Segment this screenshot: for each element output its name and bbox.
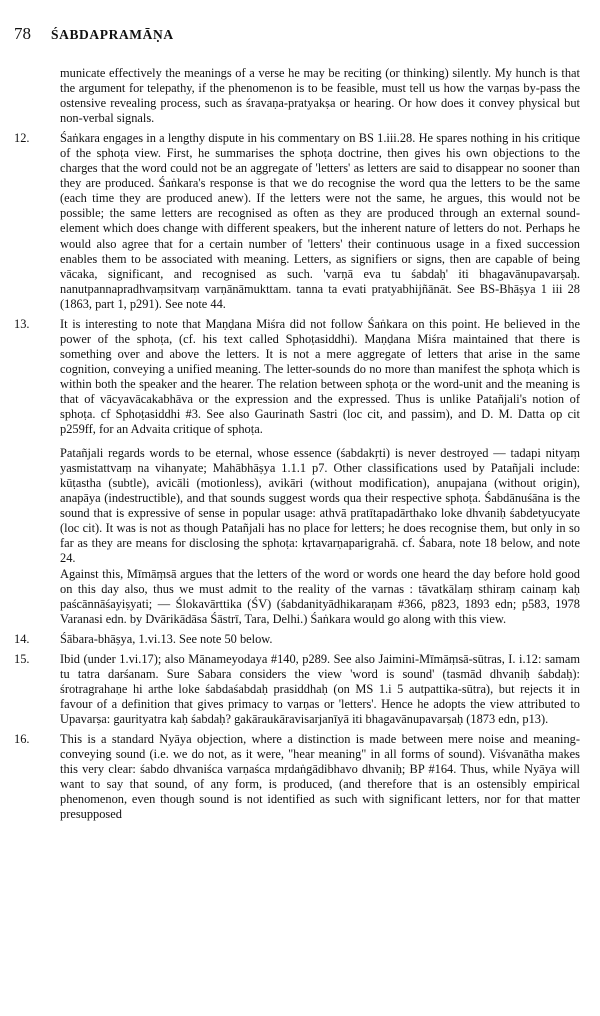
note-number: 15. xyxy=(14,651,30,666)
note-number: 16. xyxy=(14,731,30,746)
note-text: It is interesting to note that Maṇḍana Miśra did not follow Śaṅkara on this point. He believed in the power of the sphoṭa, (cf. his text called Sphoṭasiddhi). Maṇḍana Miśra maintained that there is something over and above the letters. It is not a mere aggregate of letters that arise in the same cognition, conveying a unified meaning. The letter-sounds do no more than manifest the sphoṭa which is within both the speaker and the hearer. The relation between sphoṭa or the word-unit and the meaning is that of vācyavācakabhāva or the expression and the expressed. Thus is unlike Patañjali's notion of sphoṭa. cf Sphoṭasiddhi #3. See also Gaurinath Sastri (loc cit, and passim), and D. M. Datta op cit p259ff, for an Advaita critique of sphoṭa. xyxy=(60,316,580,437)
note-continuation: municate effectively the meanings of a verse he may be reciting (or thinking) silently. My hunch is that the argument for telepathy, if the phenomenon is to be feasible, must tell us how the varṇas by-pass the ostensive revealing process, such as śravaṇa-pratyakṣa or hearing. Or how does it convey physical but non-verbal signals. xyxy=(60,66,580,126)
note-number: 14. xyxy=(14,631,30,646)
note-text: Śaṅkara engages in a lengthy dispute in his commentary on BS 1.iii.28. He spares nothing in his critique of the sphoṭa view. First, he summarises the sphoṭa doctrine, then gives his own objections to the charges that the word could not be an aggregate of 'letters' as letters are said to disappear no sooner than they are produced. Śaṅkara's response is that we do recognise the word qua the letters to be the same (each time they are produced anew). If the letters were not the same, he argues, this would not be possible; the same letters are recognised as often as they are produced through an external sound-element which does change with different speakers, but the inherent nature of letters do not. Perhaps he would also agree that for a certain number of 'letters' their continuous usage in a fixed succession enables them to be associated with meaning. Letters, as signifiers or signs, then are capable of being vācaka, significant, and recognised as such. 'varṇā eva tu śabdaḥ' iti bhagavānupavarṣaḥ. nanutpannapradhvaṃsitvaṃ varṇānāmukttam. tanna ta evati pratyabhijñānāt. See BS-Bhāṣya 1 iii 28 (1863, part 1, p291). See note 44. xyxy=(60,131,580,311)
notes-body xyxy=(14,66,580,827)
page-header xyxy=(14,24,580,48)
note-14 xyxy=(14,632,580,647)
page-number: 78 xyxy=(14,24,31,43)
note-text: Śābara-bhāṣya, 1.vi.13. See note 50 below. xyxy=(60,631,273,646)
note-text: Ibid (under 1.vi.17); also Mānameyodaya #140, p289. See also Jaimini-Mīmāṃsā-sūtras, I. i.12: samam tu tatra darśanam. Sure Sabara considers the view 'word is sound' (tasmād dhvaniḥ śabdaḥ): śrotragrahaṇe hi arthe loke śabdaśabdaḥ prasiddhaḥ (on MS 1.i 5 autpattika-sūtra), but rejects it in favour of a definition that gives primacy to varṇas or 'letters'. Hence he adopts the view attributed to Upavarṣa: gaurityatra kaḥ śabdaḥ? gakāraukāravisarjanīyā iti bhagavānupavarṣaḥ (1873 edn, p13). xyxy=(60,651,580,726)
running-head: ŚABDAPRAMĀṆA xyxy=(51,27,174,42)
note-13-paragraph-patanjali: Patañjali regards words to be eternal, whose essence (śabdakṛti) is never destroyed — tadapi nityaṃ yasmistattvaṃ na vihanyate; Mahābhāṣya 1.1.1 p7. Other classifications used by Patañjali include: kūṭastha (subtle), avicāli (motionless), avikāri (without modification), anupajana (without origin), anapāya (indestructible), and that sounds suggest words qua their respective sphoṭa. Śabdānuśāna is the sound that is expressive of sense in popular usage: athvā pratītapadārthako loke dhvaniḥ śabdetyucyate (loc cit). It was is not as though Patañjali has no place for letters; he does recognise them, but only in so far as they are means for disclosing the sphoṭa: kṛtavarṇaparigrahā. cf. Śabara, note 18 below, and note 24. xyxy=(60,446,580,566)
note-number: 13. xyxy=(14,316,30,331)
note-15 xyxy=(14,652,580,727)
note-13 xyxy=(14,317,580,437)
note-12 xyxy=(14,131,580,312)
note-text: This is a standard Nyāya objection, where a distinction is made between mere noise and meaning-conveying sound (i.e. we do not, as it were, "hear meaning" in all forms of sound). Viśvanātha makes this very clear: śabdo dhvaniśca varṇaśca mṛdaṅgādibhavo dhvaniḥ; BP #164. Thus, while Nyāya will want to say that sound, of any form, is produced, (and therefore that is an ostensibly empirical phenomenon, even though sound is not identified as such with significant letters, nor for that matter presupposed xyxy=(60,731,580,822)
note-13-paragraph-mimamsa: Against this, Mīmāṃsā argues that the letters of the word or words one heard the day before hold good on this day also, thus we must admit to the reality of the varnas : tāvatkālaṃ sthiraṃ cainaṃ kaḥ paścānnāśayiṣyati; — Ślokavārttika (ŚV) (śabdanityādhikaraṇam #366, p823, 1893 edn; p583, 1978 Varanasi edn. by Dvārikādāsa Śāstrī, Tara, Delhi.) Śaṅkara would go along with this view. xyxy=(60,566,580,626)
note-16 xyxy=(14,732,580,822)
note-number: 12. xyxy=(14,131,30,146)
